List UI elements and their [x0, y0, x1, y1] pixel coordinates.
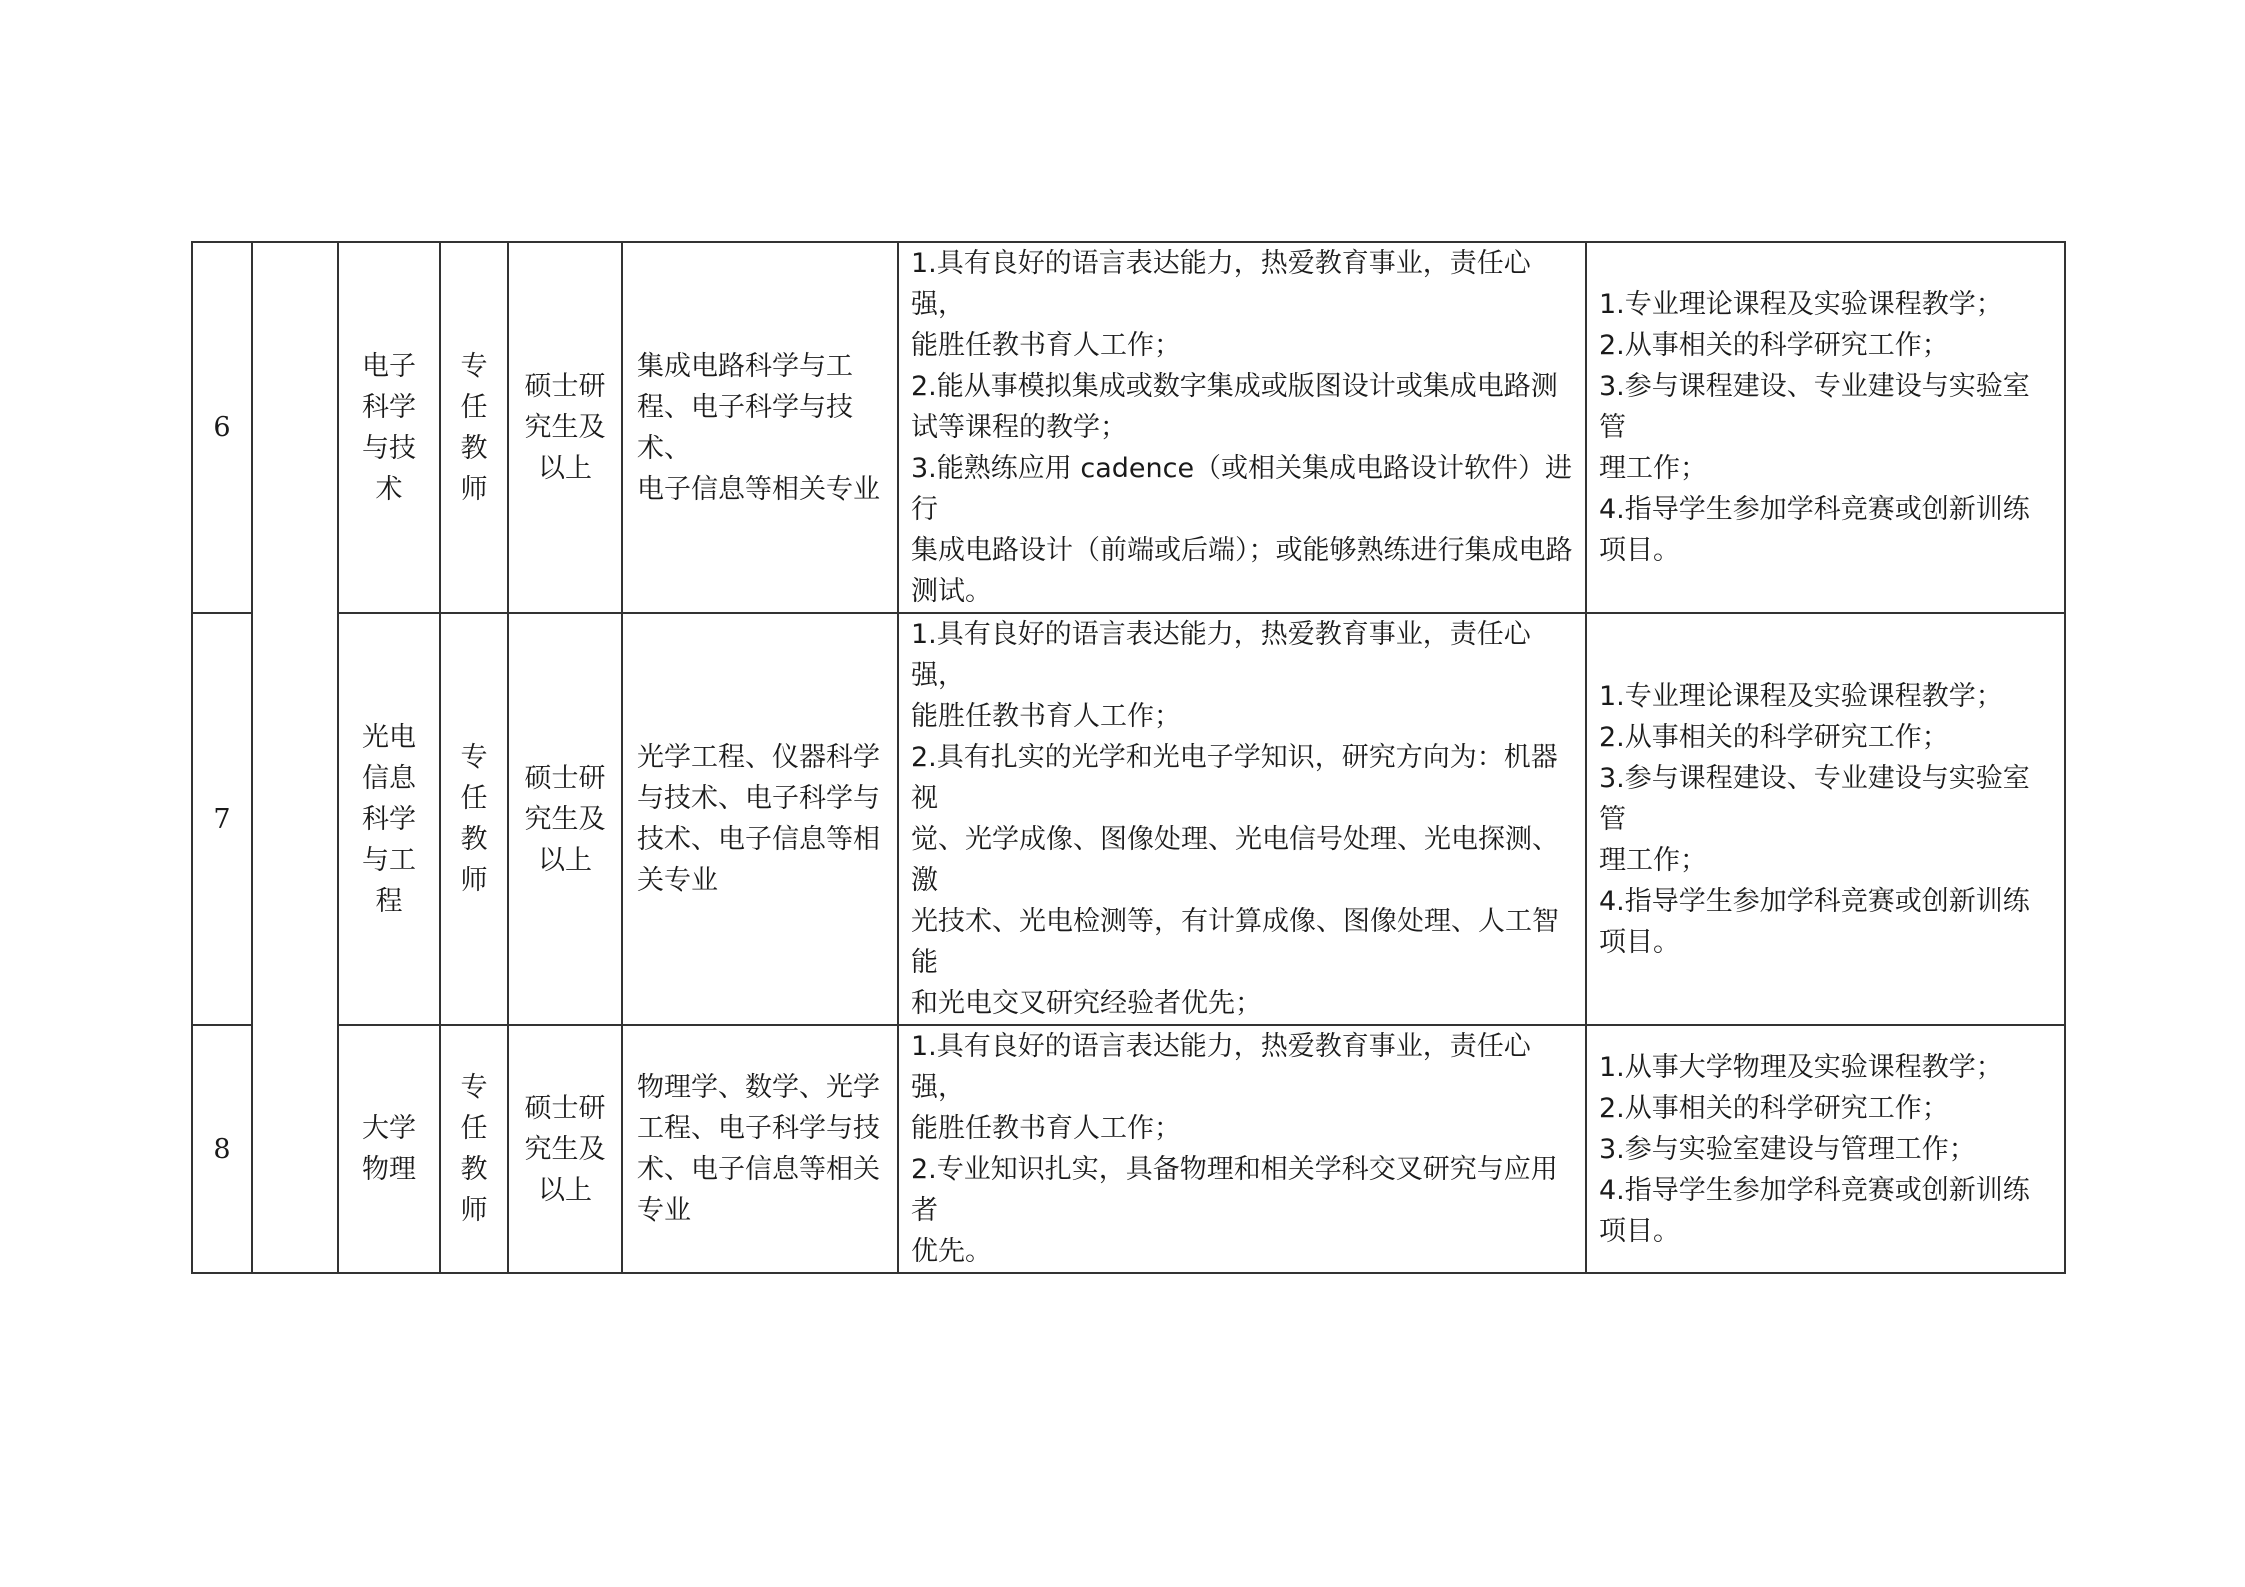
- major-cell: 集成电路科学与工 程、电子科学与技术、 电子信息等相关专业: [622, 242, 898, 613]
- duties-cell: 1.专业理论课程及实验课程教学； 2.从事相关的科学研究工作； 3.参与课程建设、专业建设与实验室管 理工作； 4.指导学生参加学科竞赛或创新训练 项目。: [1586, 613, 2065, 1025]
- post-type-cell: 专 任 教 师: [440, 613, 508, 1025]
- degree-cell: 硕士研 究生及 以上: [508, 1025, 622, 1273]
- duties-cell: 1.专业理论课程及实验课程教学； 2.从事相关的科学研究工作； 3.参与课程建设、专业建设与实验室管 理工作； 4.指导学生参加学科竞赛或创新训练 项目。: [1586, 242, 2065, 613]
- post-type-cell: 专 任 教 师: [440, 1025, 508, 1273]
- row-number: 6: [192, 242, 252, 613]
- row-number: 7: [192, 613, 252, 1025]
- recruitment-table: [191, 241, 2066, 1274]
- requirements-cell: 1.具有良好的语言表达能力，热爱教育事业，责任心强， 能胜任教书育人工作； 2.具有扎实的光学和光电子学知识，研究方向为：机器视 觉、光学成像、图像处理、光电信号处理、光电探测、激 光技术、光电检测等，有计算成像、图像处理、人工智能 和光电交叉研究经验者优先；: [898, 613, 1586, 1025]
- subject-cell: 大学 物理: [338, 1025, 440, 1273]
- major-cell: 物理学、数学、光学 工程、电子科学与技 术、电子信息等相关 专业: [622, 1025, 898, 1273]
- row-number: 8: [192, 1025, 252, 1273]
- major-cell: 光学工程、仪器科学 与技术、电子科学与 技术、电子信息等相 关专业: [622, 613, 898, 1025]
- table-row: [192, 1025, 2065, 1273]
- table-row: [192, 242, 2065, 613]
- requirements-cell: 1.具有良好的语言表达能力，热爱教育事业，责任心强， 能胜任教书育人工作； 2.能从事模拟集成或数字集成或版图设计或集成电路测 试等课程的教学； 3.能熟练应用 cadence（或相关集成电路设计软件）进行 集成电路设计（前端或后端）；或能够熟练进行集成电路 测试。: [898, 242, 1586, 613]
- degree-cell: 硕士研 究生及 以上: [508, 613, 622, 1025]
- table-row: [192, 613, 2065, 1025]
- degree-cell: 硕士研 究生及 以上: [508, 242, 622, 613]
- merged-blank-cell: [252, 242, 338, 1273]
- subject-cell: 光电 信息 科学 与工 程: [338, 613, 440, 1025]
- post-type-cell: 专 任 教 师: [440, 242, 508, 613]
- requirements-cell: 1.具有良好的语言表达能力，热爱教育事业，责任心强， 能胜任教书育人工作； 2.专业知识扎实，具备物理和相关学科交叉研究与应用者 优先。: [898, 1025, 1586, 1273]
- duties-cell: 1.从事大学物理及实验课程教学； 2.从事相关的科学研究工作； 3.参与实验室建设与管理工作； 4.指导学生参加学科竞赛或创新训练 项目。: [1586, 1025, 2065, 1273]
- subject-cell: 电子 科学 与技 术: [338, 242, 440, 613]
